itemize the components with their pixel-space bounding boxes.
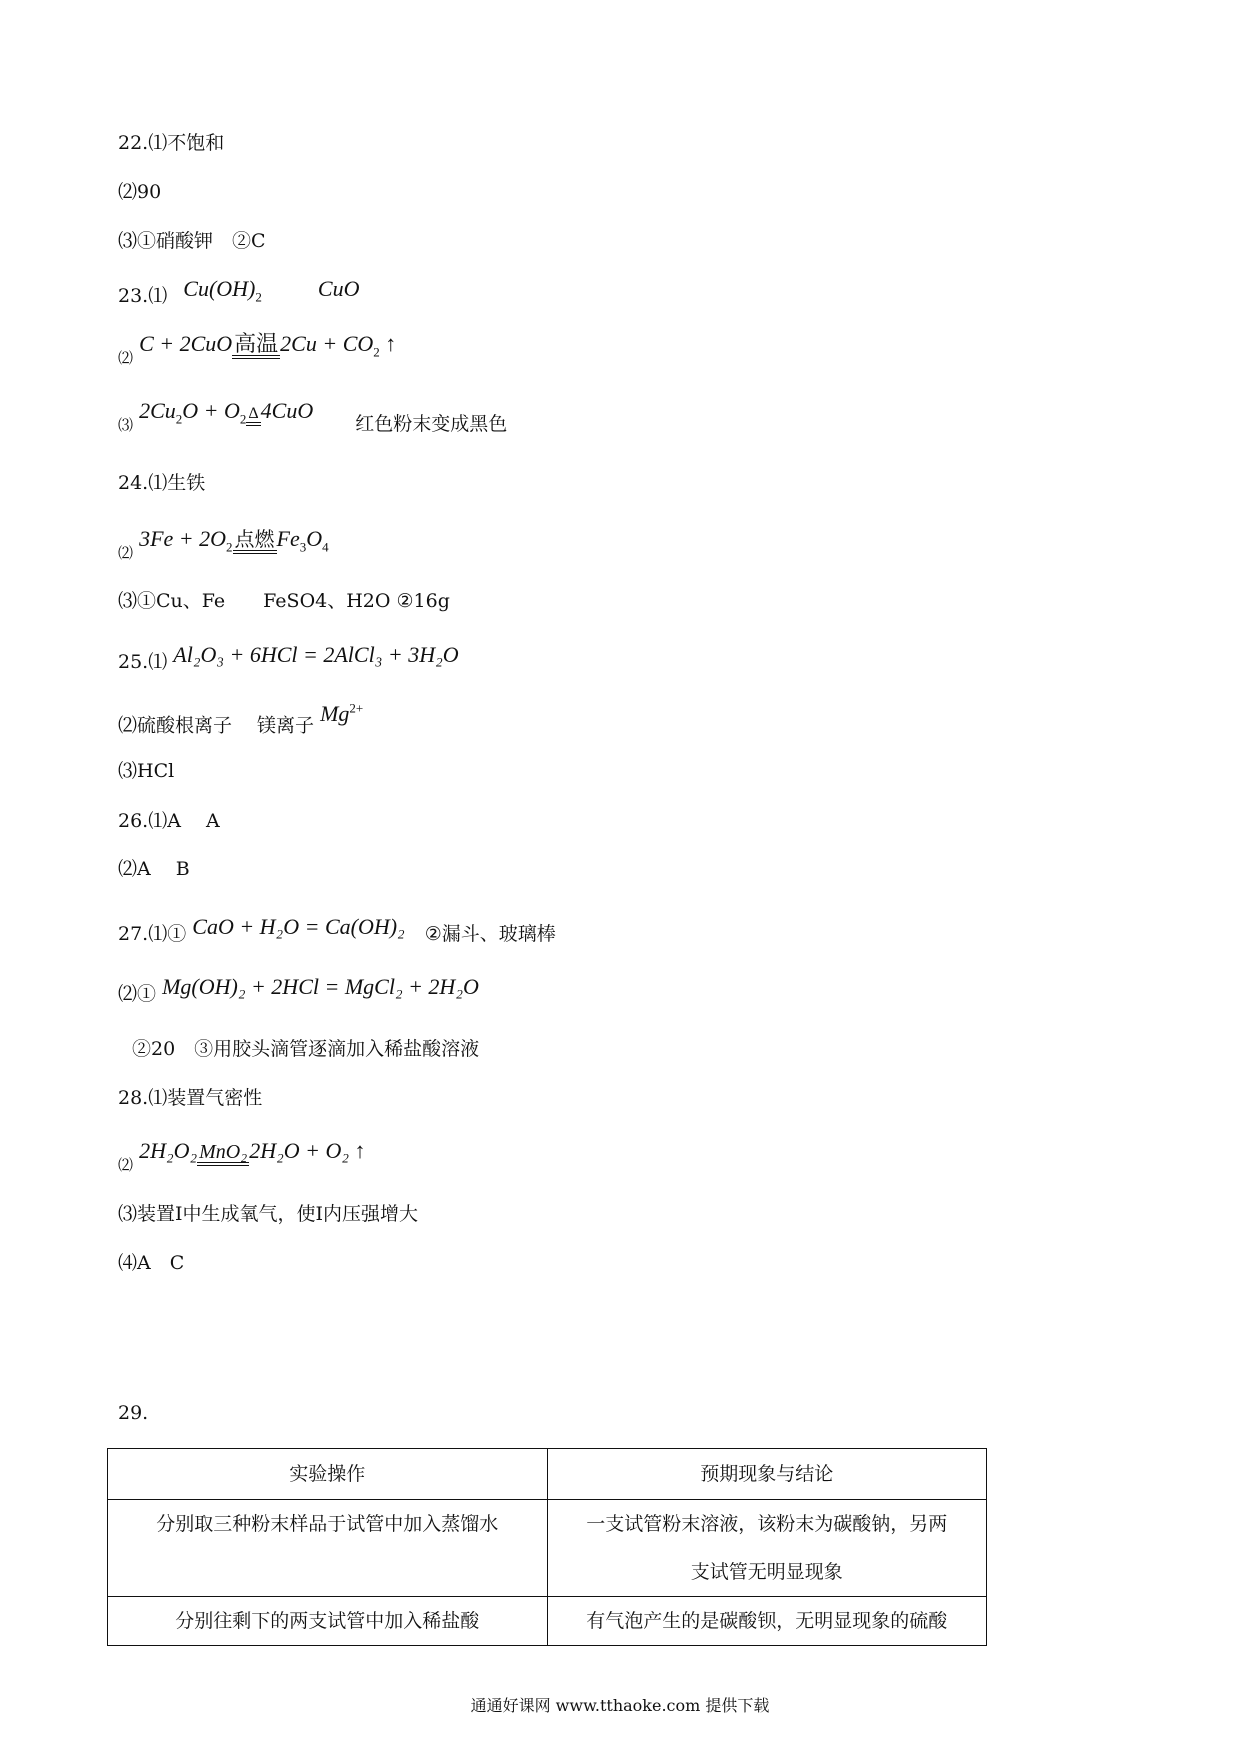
q27-l1-label: 27.⑴① bbox=[118, 923, 187, 945]
table-row bbox=[108, 1500, 987, 1597]
q25-ion-text: Mg bbox=[320, 701, 350, 727]
q22-line3: ⑶①硝酸钾 ②C bbox=[118, 230, 266, 252]
q26-line2: ⑵A B bbox=[118, 858, 190, 880]
q22-line1: 22.⑴不饱和 bbox=[118, 132, 225, 154]
q23-line3 bbox=[118, 398, 508, 438]
q24-eq2 bbox=[139, 526, 329, 555]
q23-line1 bbox=[118, 276, 360, 309]
q23-eq2-right: 2Cu + CO bbox=[280, 331, 374, 356]
q27-line1 bbox=[118, 914, 556, 945]
table-header-row bbox=[108, 1449, 987, 1500]
q28-l2-label: ⑵ bbox=[118, 1156, 134, 1174]
q25-l2-text: ⑵硫酸根离子 镁离子 bbox=[118, 714, 315, 737]
q25-line2 bbox=[118, 701, 364, 737]
q23-eq3 bbox=[139, 398, 314, 427]
table-cell-text: 分别往剩下的两支试管中加入稀盐酸 bbox=[175, 1610, 480, 1632]
q26-line1: 26.⑴A A bbox=[118, 810, 220, 832]
q25-l1-label: 25.⑴ bbox=[118, 651, 168, 673]
q24-eq2-right2: O bbox=[306, 526, 323, 551]
table-cell-text: 支试管无明显现象 bbox=[690, 1561, 843, 1583]
q25-line3: ⑶HCl bbox=[118, 760, 175, 782]
q23-eq2-cond: 高温 bbox=[232, 333, 280, 359]
q24-line1: 24.⑴生铁 bbox=[118, 472, 206, 494]
q23-eq3-c: 4CuO bbox=[260, 398, 314, 423]
table-cell-text: 有气泡产生的是碳酸钡，无明显现象的硫酸 bbox=[586, 1610, 948, 1632]
q28-eq2-arrow: ↑ bbox=[354, 1138, 366, 1163]
q25-line1 bbox=[118, 642, 459, 673]
q23-formula-b: CuO bbox=[317, 276, 360, 301]
q28-line3: ⑶装置Ⅰ中生成氧气，使Ⅰ内压强增大 bbox=[118, 1203, 419, 1225]
q23-l2-label: ⑵ bbox=[118, 349, 134, 367]
q23-eq2-arrow: ↑ bbox=[385, 331, 397, 356]
q27-line2 bbox=[118, 974, 479, 1005]
q23-l3-text: 红色粉末变成黑色 bbox=[355, 413, 508, 435]
q28-line1: 28.⑴装置气密性 bbox=[118, 1087, 263, 1109]
q28-eq2 bbox=[139, 1138, 365, 1163]
q24-line3: ⑶①Cu、Fe FeSO4、H2O ②16g bbox=[118, 590, 450, 612]
table-cell bbox=[108, 1597, 548, 1646]
page-footer: 通通好课网 www.tthaoke.com 提供下载 bbox=[470, 1696, 770, 1715]
table-cell-text: 一支试管粉末溶液，该粉末为碳酸钠，另两 bbox=[586, 1513, 948, 1535]
q25-ion-sup: 2+ bbox=[349, 701, 364, 716]
q23-l3-label: ⑶ bbox=[118, 416, 134, 434]
q27-line3: ②20 ③用胶头滴管逐滴加入稀盐酸溶液 bbox=[132, 1038, 480, 1060]
q23-eq2 bbox=[139, 331, 397, 360]
q23-eq3-a: 2Cu bbox=[139, 398, 176, 423]
q28-line4: ⑷A C bbox=[118, 1252, 185, 1274]
q25-eq1: Al₂O₃ + 6HCl = 2AlCl₃ + 3H₂O bbox=[173, 642, 459, 667]
q24-line2 bbox=[118, 526, 329, 566]
q24-eq2-left: 3Fe + 2O bbox=[139, 526, 226, 551]
q24-eq2-cond: 点燃 bbox=[233, 530, 277, 554]
q24-eq2-left-sub: 2 bbox=[226, 539, 233, 555]
table-header-cell: 预期现象与结论 bbox=[547, 1449, 987, 1500]
q28-line2 bbox=[118, 1138, 366, 1178]
q23-eq3-a-sub: 2 bbox=[175, 411, 183, 427]
q23-formula-a-text: Cu(OH) bbox=[183, 276, 256, 301]
q24-eq2-sub1: 3 bbox=[299, 539, 307, 555]
q24-l2-label: ⑵ bbox=[118, 544, 134, 562]
q23-eq3-cond: Δ bbox=[246, 406, 260, 426]
q29-table bbox=[107, 1448, 987, 1646]
q24-eq2-right: Fe bbox=[276, 526, 300, 551]
q27-l1-text: ②漏斗、玻璃棒 bbox=[424, 923, 556, 945]
q23-eq2-left: C + 2CuO bbox=[139, 331, 233, 356]
table-row bbox=[108, 1597, 987, 1646]
table-cell-text: 分别取三种粉末样品于试管中加入蒸馏水 bbox=[156, 1513, 499, 1535]
q23-formula-a-sub: 2 bbox=[255, 289, 262, 305]
q28-eq2-right: 2H₂O + O₂ bbox=[249, 1138, 350, 1163]
q29-label: 29. bbox=[118, 1402, 149, 1424]
q27-eq2: Mg(OH)₂ + 2HCl = MgCl₂ + 2H₂O bbox=[162, 974, 479, 999]
q23-line2 bbox=[118, 331, 397, 371]
q23-eq3-b-sub: 2 bbox=[239, 411, 247, 427]
q28-eq2-left: 2H₂O₂ bbox=[139, 1138, 198, 1163]
q27-eq1: CaO + H₂O = Ca(OH)₂ bbox=[192, 914, 405, 939]
q23-eq3-b: O + O bbox=[182, 398, 240, 423]
q22-line2: ⑵90 bbox=[118, 181, 162, 203]
q27-l2-label: ⑵① bbox=[118, 983, 157, 1005]
q24-eq2-sub2: 4 bbox=[322, 539, 329, 555]
table-cell bbox=[108, 1500, 548, 1597]
table-header-cell: 实验操作 bbox=[108, 1449, 548, 1500]
table-cell bbox=[547, 1597, 987, 1646]
table-cell bbox=[547, 1500, 987, 1597]
q23-formula-a bbox=[183, 276, 262, 305]
q25-ion bbox=[320, 701, 363, 726]
q23-label: 23.⑴ bbox=[118, 285, 168, 307]
q28-eq2-cond: MnO₂ bbox=[197, 1142, 249, 1166]
q23-eq2-sub: 2 bbox=[373, 344, 380, 360]
